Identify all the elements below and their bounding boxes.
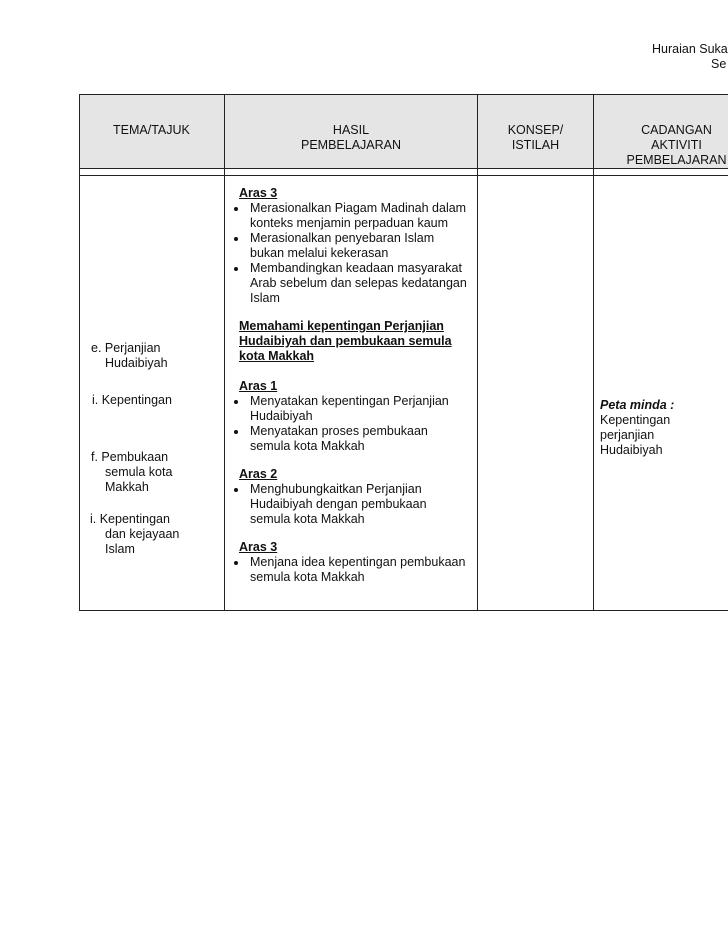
column-header-cadangan: CADANGAN AKTIVITI PEMBELAJARAN <box>594 95 728 169</box>
peta-minda-title: Peta minda : <box>600 398 675 412</box>
list-item: Merasionalkan Piagam Madinah dalam konteks menjamin perpaduan kaum <box>231 201 469 231</box>
list-item: Menyatakan proses pembukaan semula kota Makkah <box>231 424 469 454</box>
aras2-heading: Aras 2 <box>239 467 278 481</box>
cadangan-cell <box>594 176 728 611</box>
column-header-konsep: KONSEP/ ISTILAH <box>478 95 594 169</box>
aras3b-heading: Aras 3 <box>239 540 278 554</box>
tema-e-i: i. Kepentingan <box>92 393 172 407</box>
list-item: Merasionalkan penyebaran Islam bukan melalui kekerasan <box>231 231 469 261</box>
aras3b-list <box>231 555 469 585</box>
list-item: Menyatakan kepentingan Perjanjian Hudaibiyah <box>231 394 469 424</box>
aras1-list <box>231 394 469 454</box>
tema-f: f. Pembukaan semula kota Makkah <box>91 450 173 494</box>
table-header-row <box>80 95 728 169</box>
list-item: Membandingkan keadaan masyarakat Arab sebelum dan selepas kedatangan Islam <box>231 261 469 306</box>
syllabus-table <box>79 94 728 611</box>
hasil-cell <box>225 176 478 611</box>
list-item: Menjana idea kepentingan pembukaan semula kota Makkah <box>231 555 469 585</box>
column-header-tema: TEMA/TAJUK <box>80 95 225 169</box>
tema-e: e. Perjanjian Hudaibiyah <box>91 341 168 370</box>
column-header-hasil: HASIL PEMBELAJARAN <box>225 95 478 169</box>
tema-f-i: i. Kepentingan dan kejayaan Islam <box>90 512 180 556</box>
konsep-cell <box>478 176 594 611</box>
aras3-list <box>231 201 469 306</box>
document-header-line2: Se <box>711 57 727 71</box>
aras3-heading: Aras 3 <box>239 186 278 200</box>
aras1-heading: Aras 1 <box>239 379 278 393</box>
peta-minda-text: Kepentingan perjanjian Hudaibiyah <box>600 413 671 457</box>
aras2-list <box>231 482 469 527</box>
table-row <box>80 176 728 611</box>
memahami-heading: Memahami kepentingan Perjanjian Hudaibiyah dan pembukaan semula kota Makkah <box>239 319 452 363</box>
tema-cell <box>80 176 225 611</box>
document-header-line1: Huraian Suka <box>652 42 728 56</box>
list-item: Menghubungkaitkan Perjanjian Hudaibiyah dengan pembukaan semula kota Makkah <box>231 482 469 527</box>
